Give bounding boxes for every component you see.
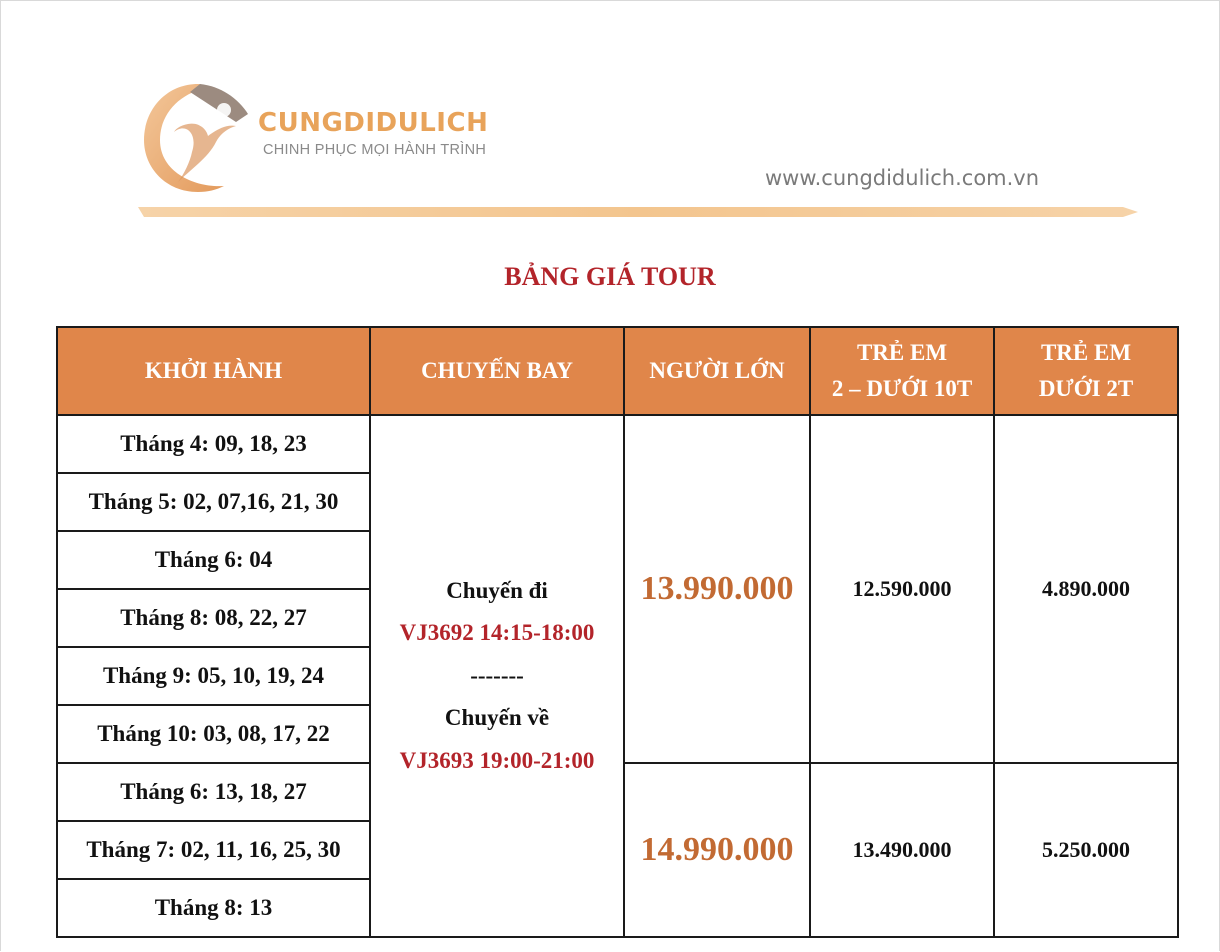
departure-date: Tháng 9: 05, 10, 19, 24 [57, 647, 370, 705]
header-divider-bar [138, 205, 1138, 217]
flight-separator: ------- [470, 662, 524, 688]
departure-date: Tháng 8: 08, 22, 27 [57, 589, 370, 647]
child-price: 13.490.000 [810, 763, 994, 937]
departure-date: Tháng 7: 02, 11, 16, 25, 30 [57, 821, 370, 879]
infant-price: 4.890.000 [994, 415, 1178, 763]
outbound-label: Chuyến đi [446, 577, 548, 603]
brand-name: CUNGDIDULICH [258, 108, 489, 138]
header-child-line2: 2 – DƯỚI 10T [831, 376, 973, 401]
return-label: Chuyến về [444, 705, 550, 731]
page-title: BẢNG GIÁ TOUR [504, 262, 716, 291]
header-flight: CHUYẾN BAY [370, 327, 624, 415]
header-child-line1: TRẺ EM [856, 340, 948, 366]
adult-price: 13.990.000 [624, 415, 810, 763]
table-header-row [57, 327, 1178, 415]
departure-date: Tháng 5: 02, 07,16, 21, 30 [57, 473, 370, 531]
departure-date: Tháng 8: 13 [57, 879, 370, 937]
return-flight-code: VJ3693 19:00-21:00 [399, 747, 595, 773]
departure-date: Tháng 10: 03, 08, 17, 22 [57, 705, 370, 763]
adult-price: 14.990.000 [624, 763, 810, 937]
flight-info [370, 415, 624, 937]
header-infant [994, 327, 1178, 415]
departure-date: Tháng 4: 09, 18, 23 [57, 415, 370, 473]
infant-price: 5.250.000 [994, 763, 1178, 937]
child-price: 12.590.000 [810, 415, 994, 763]
header-infant-line2: DƯỚI 2T [1038, 376, 1134, 401]
price-table [56, 326, 1179, 938]
brand-slogan: CHINH PHỤC MỌI HÀNH TRÌNH [263, 142, 487, 158]
header-child [810, 327, 994, 415]
brand-logo [138, 78, 498, 198]
website-url[interactable]: www.cungdidulich.com.vn [765, 166, 1040, 190]
header-infant-line1: TRẺ EM [1040, 340, 1132, 366]
departure-date: Tháng 6: 04 [57, 531, 370, 589]
outbound-flight-code: VJ3692 14:15-18:00 [399, 620, 595, 646]
traveler-logo-icon [138, 78, 258, 198]
header-adult: NGƯỜI LỚN [624, 327, 810, 415]
departure-date: Tháng 6: 13, 18, 27 [57, 763, 370, 821]
header-departure: KHỞI HÀNH [57, 327, 370, 415]
table-row [57, 415, 1178, 473]
